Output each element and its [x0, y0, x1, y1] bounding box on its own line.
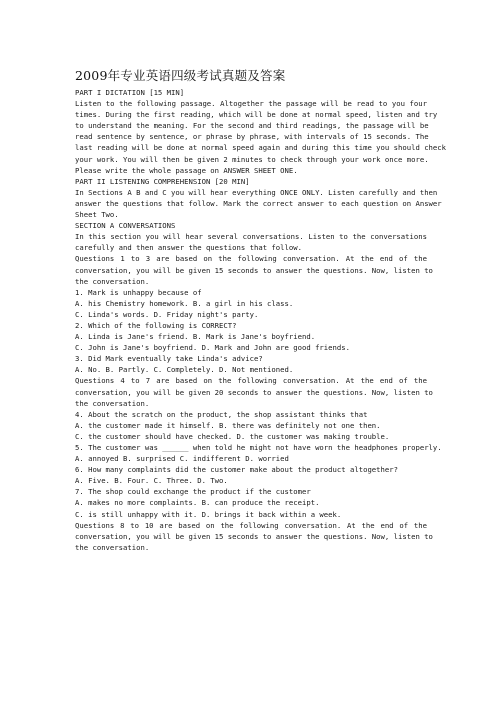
listening-instructions	[75, 187, 442, 220]
part-heading: PART II LISTENING COMPREHENSION [20 MIN]	[75, 176, 250, 186]
question-stem: 7. The shop could exchange the product if the customer	[75, 487, 311, 497]
text-line: Please write the whole passage on ANSWER SHEET ONE.	[75, 165, 298, 175]
text-line: your work. You will then be given 2 minutes to check through your work once more.	[75, 154, 429, 164]
text-line: Questions 4 to 7 are based on the following conversation. At the end of the	[75, 376, 427, 386]
text-line: In this section you will hear several conversations. Listen to the conversations	[75, 232, 427, 242]
answer-options: A. annoyed B. surprised C. indifferent D. worried	[75, 454, 289, 464]
text-line: the conversation.	[75, 276, 150, 286]
text-line: conversation, you will be given 15 seconds to answer the questions. Now, listen to	[75, 531, 433, 541]
question-stem: 5. The customer was ______ when told he might not have worn the headphones properly.	[75, 443, 442, 452]
dictation-instructions	[75, 98, 447, 176]
question-stem: 1. Mark is unhappy because of	[75, 287, 202, 297]
answer-options: C. Linda's words. D. Friday night's party.	[75, 309, 259, 319]
answer-options: A. Five. B. Four. C. Three. D. Two.	[75, 476, 228, 486]
part-heading: PART I DICTATION [15 MIN]	[75, 88, 185, 97]
answer-options: A. his Chemistry homework. B. a girl in his class.	[75, 298, 294, 308]
answer-options: A. the customer made it himself. B. there was definitely not one then.	[75, 420, 381, 430]
section-instructions	[75, 231, 427, 253]
document-title: 2009年专业英语四级考试真题及答案	[75, 68, 286, 83]
text-line: the conversation.	[75, 398, 150, 408]
text-line: Sheet Two.	[75, 210, 119, 220]
text-line: Questions 1 to 3 are based on the following conversation. At the end of the	[75, 254, 427, 264]
text-line: In Sections A B and C you will hear everything ONCE ONLY. Listen carefully and then	[75, 187, 438, 197]
answer-options: A. Linda is Jane's friend. B. Mark is Jane's boyfriend.	[75, 332, 316, 342]
document-body	[75, 68, 447, 553]
section-heading: SECTION A CONVERSATIONS	[75, 221, 176, 231]
question-group-intro	[75, 253, 433, 286]
text-line: last reading will be done at normal speed again and during this time you should check	[75, 143, 447, 153]
text-line: Listen to the following passage. Altogether the passage will be read to you four	[75, 99, 427, 109]
answer-options: C. the customer should have checked. D. the customer was making trouble.	[75, 431, 390, 441]
question-stem: 4. About the scratch on the product, the shop assistant thinks that	[75, 409, 368, 419]
text-line: carefully and then answer the questions that follow.	[75, 243, 302, 253]
text-line: times. During the first reading, which will be done at normal speed, listen and try	[75, 110, 438, 120]
question-stem: 3. Did Mark eventually take Linda's advice?	[75, 354, 263, 364]
answer-options: C. John is Jane's boyfriend. D. Mark and John are good friends.	[75, 343, 350, 353]
text-line: conversation, you will be given 15 seconds to answer the questions. Now, listen to	[75, 265, 433, 275]
question-stem: 6. How many complaints did the customer make about the product altogether?	[75, 465, 399, 475]
question-group-intro	[75, 520, 433, 553]
text-line: answer the questions that follow. Mark the correct answer to each question on Answer	[75, 198, 442, 208]
text-line: Questions 8 to 10 are based on the following conversation. At the end of the	[75, 520, 427, 530]
text-line: conversation, you will be given 20 seconds to answer the questions. Now, listen to	[75, 387, 433, 397]
answer-options: A. makes no more complaints. B. can produce the receipt.	[75, 498, 320, 508]
question-group-intro	[75, 375, 433, 408]
question-stem: 2. Which of the following is CORRECT?	[75, 320, 237, 330]
text-line: the conversation.	[75, 542, 150, 552]
text-line: read sentence by sentence, or phrase by phrase, with intervals of 15 seconds. The	[75, 132, 429, 142]
text-line: to understand the meaning. For the second and third readings, the passage will be	[75, 121, 429, 131]
answer-options: A. No. B. Partly. C. Completely. D. Not mentioned.	[75, 365, 294, 375]
answer-options: C. is still unhappy with it. D. brings it back within a week.	[75, 509, 342, 519]
